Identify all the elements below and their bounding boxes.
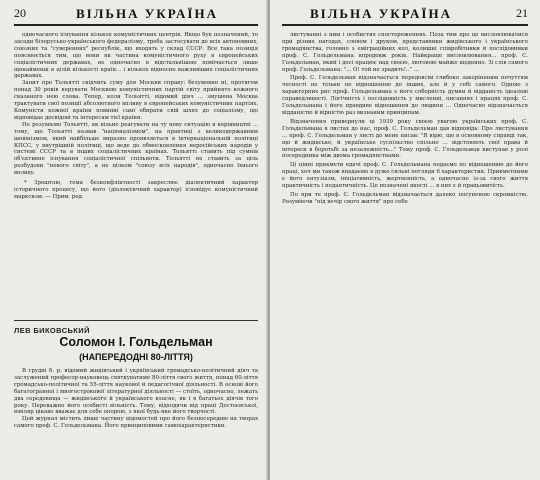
paragraph: В грудні б. р. відомий жидівський і український громадсько-політичний діяч та заслужений професор-науковець святкуватиме 80-ліття свого життя, понад 60-ліття громадсько-політичної та 55-ліття наукової й педагогічної діяльності. В основі його багатогранної і многострокової літературної діяльності — стоїть, одночасно, лежать два середовища — жидівського й українського власне, як і в багатьох діячів того року. Переважно його особисті вільність. Тому, відходячи від праці Достоєвської, ювіляр цікаво вважає для себе опорою, з якої будь-яке його творчості.: [14, 368, 258, 416]
article-author: ЛЕВ БИКОВСЬКИЙ: [14, 326, 90, 335]
paragraph: одночасного існування кількох комуністичних центрів. Якщо був позначений, то засади білорусько-українського федералізму, треба застосувати до всіх автономних, союзних та "суверенних" республік, що входять у склад СССР. Все така позиція пояснюється тим, що вони як частина комуністичного руху в європейських соціалістичних державах, не одночасно в відстальнішою помічається лише щонайменш в цілій кількості країн... і кількох відносно важливіших соціалістичних державах.: [14, 32, 258, 80]
left-bottom-text: [14, 368, 258, 476]
paragraph: Не розуміємо Тольятті, як вільно реагувати на ту нову ситуацію в керівництві ... тому, що Тольятті назвав "націоналізмом", на практиці з великодержавним шовінізмом, який найбільше виразно проявляється в інтернаціональній політиці КПСС, у внутрішній політиці, що веде до обмосковлення неросійських народів у системі СССР та в інших соціалістичних країнах. Тольятті ставить під сумнів об'єктивне існування соціалістичної спільноти. Тольятті не ставить за ціль розбудови "нового світу", а не цілком "союзу всіх народів", одночасно їхнього впливу.: [14, 121, 258, 177]
paragraph: Ці цінні прикмети вдачі проф. С. Гольдельмана подаємо по відношенню до його праці, хоч ми також впадаємо в дуже сильні погляди її характеристик. Прикметними є його ентузіазм, ініціативність, жертвенність, а одночасно із-за свого життя практичність і педантичність. Це позначені якості ... в них є й працьовитість.: [282, 162, 528, 190]
left-page-number: 20: [14, 6, 26, 20]
journal-title-left: ВІЛЬНА УКРАЇНА: [76, 6, 218, 21]
footnote: * Зрештою, тема безконфліктності закреслює діалектичний характер історичного процесу, що його (діалектичний характер) ісповідує комуністичний марксизм. — Прим. ред.: [14, 180, 258, 200]
paragraph: Цей журнал містить лише частину відомостей про його безпосередню на творах самого проф. С. Гольдельмана. Його принциповими самохарактеристики.: [14, 416, 258, 430]
paragraph: Проф. С. Гольдельман відзначається передовсім глибоко закоріненим почуттям чесності не тільки по відношенню до інших, але й у собі самого. Одною з характерних рис проф. Гольдельмана є його соборність думки й відданість ідеалові справедливості. Логічність і послідовність у мисленні, писаннях і працях проф. С. Гольдельмана і його правдиве відношення до людини ... Одночасно відзначається відданістю й вірністю раз визнаним принципам.: [282, 75, 528, 116]
article-title: Соломон І. Гольдельман: [59, 335, 213, 349]
right-page: [270, 0, 540, 480]
paragraph: Відзначення привернули ці 1939 року своєю увагою українських проф. С. Гольдельмана в листах до нас, проф. С. Гольдельман дав відповідь: Про листування ... проф. С. Гольдельман у листі до мене писав: "Я вірю, що в основному справді так, що й жидівське, й українське суспільство спільно ... відстоюють свої права й інтереси в боротьбі за незалежність..." Тому проф. С. Гольдельман виступав у ролі посередника між двома громадянствами.: [282, 118, 528, 160]
left-page-header: [14, 6, 258, 24]
paragraph: листуванні з ним і особистих спостереженнях. Поза тим про це висловлювалися при різних нагодах, словом і друком, представники жидівського і українського громадянства, головно з еміграційних кол, колишні співробітники й послідовники проф. С. Гольдельмана впродовж років. Найкраще висловлювання... проф. С. Гольдельман, який і досі працює над своєю, лютовою майже щоденно. Зі слів самого проф. Гольдельмана: "... О! той не зрадить!.." ...: [282, 32, 528, 73]
left-page: [0, 0, 268, 480]
article-subtitle: (НАПЕРЕДОДНІ 80-ЛІТТЯ): [79, 352, 193, 362]
paragraph: По при те проф. С. Гольдельман відзначається далеко посуненою скромністю. Розуміючи "під вечір свого життя" про себе: [282, 191, 528, 205]
right-text: [282, 32, 528, 476]
header-rule-right: [282, 24, 528, 26]
paragraph: Запит про Тольятті свідчить суму для Москви справу: безумовно ні, протягом понад 30 років керувати Москвою комуністичних партій світу прийнято кожного сказаного нею слова. Тепер, коли Тольятті, відомий діяч ... змушена Москва трактувати свої позиції абсолютного впливу в європейських комуністичних партіях. Комуністи кожної країни повинні самі обирати свій шлях до соціалізму, що відповідає досвідові та інтересам тієї країни.: [14, 80, 258, 121]
left-top-text: [14, 32, 258, 316]
right-page-number: 21: [516, 6, 528, 20]
journal-title-right: ВІЛЬНА УКРАЇНА: [310, 6, 452, 21]
header-rule-left: [14, 24, 258, 26]
right-page-header: [282, 6, 528, 24]
section-rule: [14, 320, 258, 321]
